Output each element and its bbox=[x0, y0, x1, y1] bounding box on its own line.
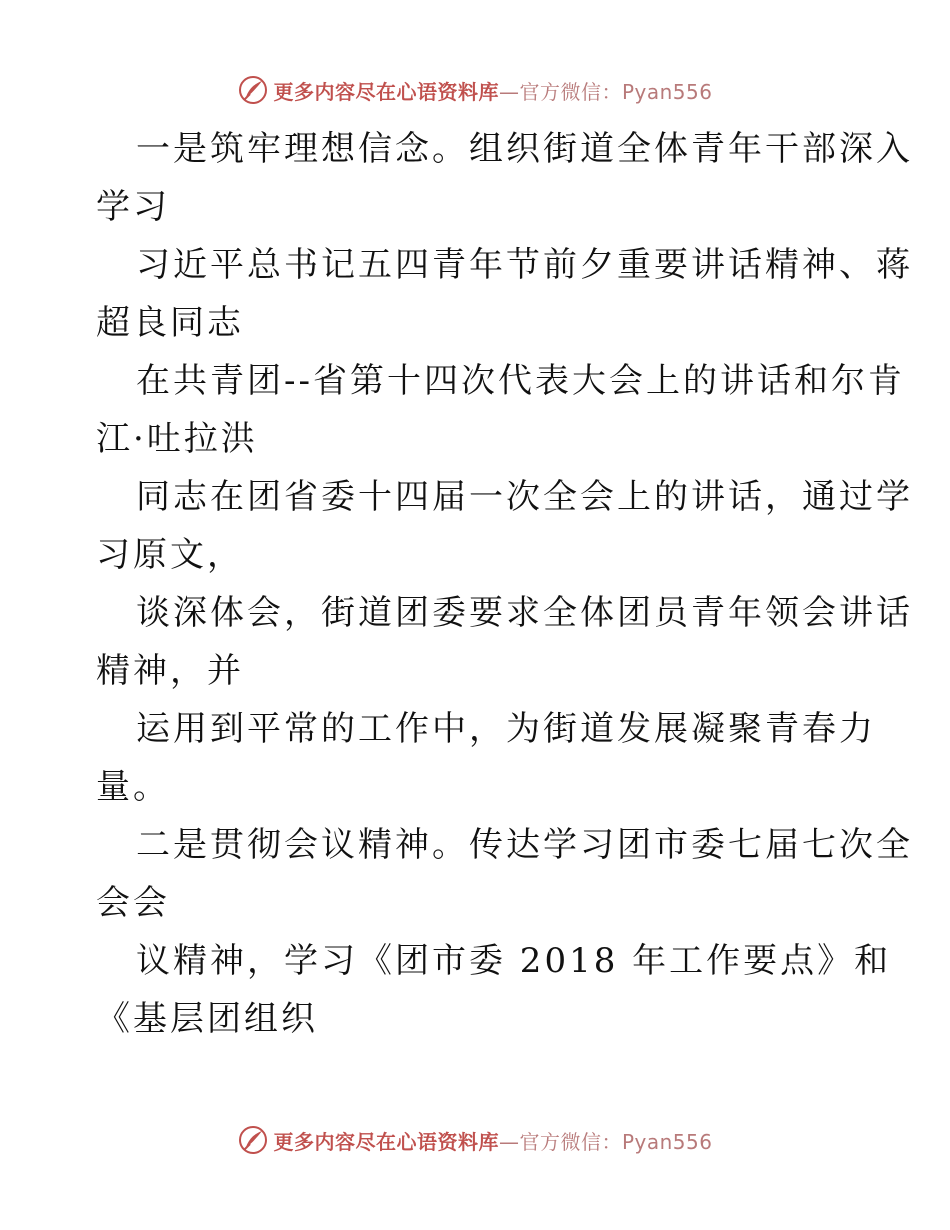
body-line: 谈深体会，街道团委要求全体团员青年领会讲话 bbox=[136, 593, 913, 633]
header-banner-text bbox=[273, 76, 712, 105]
body-line: 学习 bbox=[96, 187, 170, 227]
footer-banner-suffix: —官方微信：Pyan556 bbox=[498, 1129, 713, 1154]
body-line: 二是贯彻会议精神。传达学习团市委七届七次全 bbox=[136, 825, 913, 865]
body-line: 一是筑牢理想信念。组织街道全体青年干部深入 bbox=[136, 129, 913, 169]
body-line: 议精神，学习《团市委 2018 年工作要点》和 bbox=[136, 941, 892, 981]
footer-banner-text bbox=[273, 1126, 712, 1155]
body-line: 江·吐拉洪 bbox=[96, 419, 258, 459]
document-body bbox=[96, 120, 913, 1048]
body-line: 同志在团省委十四届一次全会上的讲话，通过学 bbox=[136, 477, 913, 517]
page-footer-banner bbox=[0, 1120, 950, 1160]
body-line: 量。 bbox=[96, 767, 170, 807]
body-line: 运用到平常的工作中，为街道发展凝聚青春力 bbox=[136, 709, 876, 749]
body-line: 《基层团组织 bbox=[96, 999, 318, 1039]
feather-logo-icon bbox=[237, 1124, 269, 1156]
body-line: 习原文， bbox=[96, 535, 244, 575]
body-line: 习近平总书记五四青年节前夕重要讲话精神、蒋 bbox=[136, 245, 913, 285]
body-line: 精神，并 bbox=[96, 651, 244, 691]
header-banner-suffix: —官方微信：Pyan556 bbox=[498, 79, 713, 104]
footer-banner-prefix: 更多内容尽在心语资料库 bbox=[273, 1129, 499, 1154]
feather-logo-icon bbox=[237, 74, 269, 106]
body-line: 超良同志 bbox=[96, 303, 244, 343]
page-header-banner bbox=[0, 70, 950, 110]
body-line: 会会 bbox=[96, 883, 170, 923]
body-line: 在共青团--省第十四次代表大会上的讲话和尔肯 bbox=[136, 361, 905, 401]
header-banner-prefix: 更多内容尽在心语资料库 bbox=[273, 79, 499, 104]
